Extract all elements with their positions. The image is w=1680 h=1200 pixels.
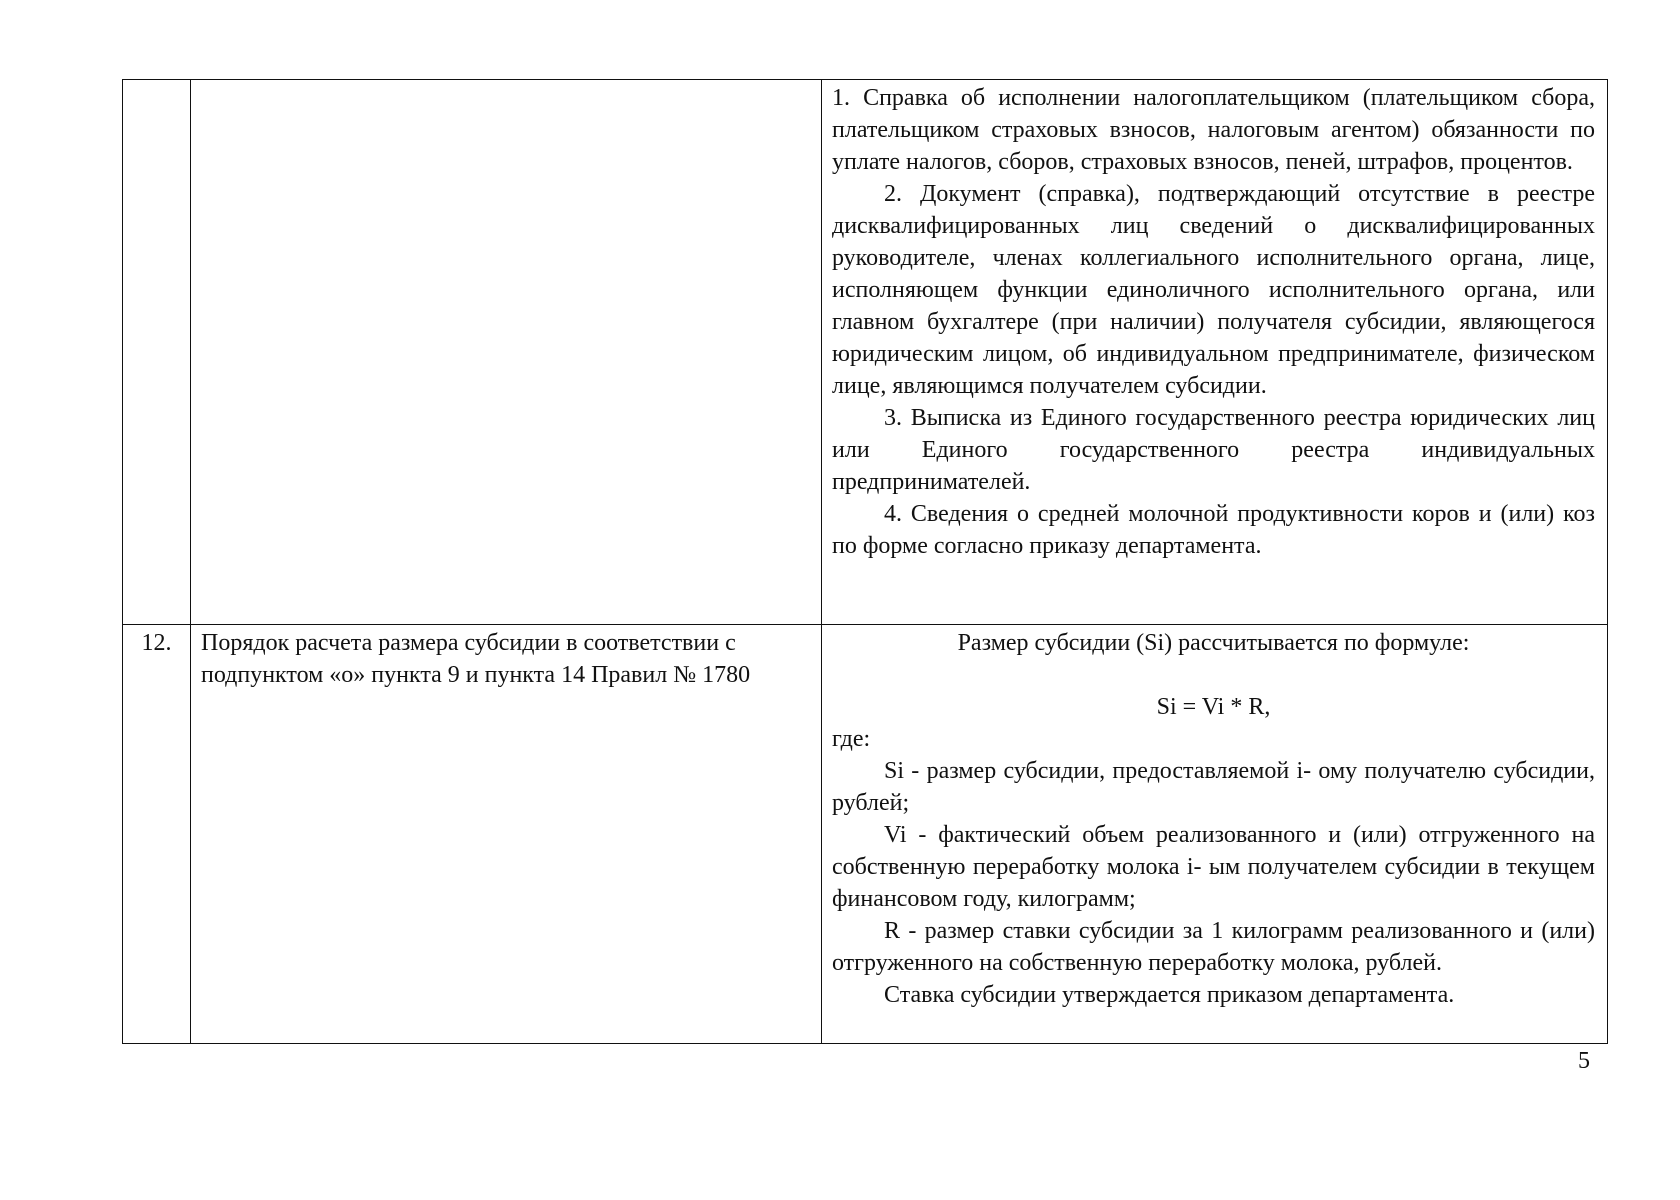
- document-item-4: 4. Сведения о средней молочной продуктивности коров и (или) коз по форме согласно приказу департамента.: [832, 501, 1595, 559]
- calculation-intro: Размер субсидии (Si) рассчитывается по формуле:: [957, 630, 1470, 656]
- document-item-1: 1. Справка об исполнении налогоплательщиком (плательщиком сбора, плательщиком страховых взносов, налоговым агентом) обязанности по уплате налогов, сборов, страховых взносов, пеней, штрафов, процентов.: [832, 85, 1595, 175]
- definition-si: Si - размер субсидии, предоставляемой i- ому получателю субсидии, рублей;: [832, 758, 1595, 816]
- documents-list-cell: [822, 80, 1608, 625]
- table-row: [123, 625, 1608, 1044]
- row-name-cell: Порядок расчета размера субсидии в соответствии с подпунктом «о» пункта 9 и пункта 14 Правил № 1780: [191, 625, 822, 1044]
- definition-vi: Vi - фактический объем реализованного и (или) отгруженного на собственную переработку молока i- ым получателем субсидии в текущем финансовом году, килограмм;: [832, 822, 1595, 912]
- requirements-table: [122, 79, 1608, 1044]
- row-name-cell: [191, 80, 822, 625]
- table-row: [123, 80, 1608, 625]
- rate-approval-note: Ставка субсидии утверждается приказом департамента.: [884, 982, 1455, 1008]
- document-item-3: 3. Выписка из Единого государственного реестра юридических лиц или Единого государственного реестра индивидуальных предпринимателей.: [832, 405, 1595, 495]
- document-item-2: 2. Документ (справка), подтверждающий отсутствие в реестре дисквалифицированных лиц сведений о дисквалифицированных руководителе, членах коллегиального исполнительного органа, лице, исполняющем функции единоличного исполнительного органа, или главном бухгалтере (при наличии) получателя субсидии, являющегося юридическим лицом, об индивидуальном предпринимателе, физическом лице, являющимся получателем субсидии.: [832, 181, 1595, 399]
- where-label: где:: [832, 726, 871, 752]
- row-number-cell: [123, 80, 191, 625]
- page-number: 5: [1578, 1048, 1590, 1074]
- calculation-cell: [822, 625, 1608, 1044]
- definition-r: R - размер ставки субсидии за 1 килограмм реализованного и (или) отгруженного на собственную переработку молока, рублей.: [832, 918, 1595, 976]
- subsidy-formula: Si = Vi * R,: [1156, 694, 1271, 720]
- row-number-cell: 12.: [123, 625, 191, 1044]
